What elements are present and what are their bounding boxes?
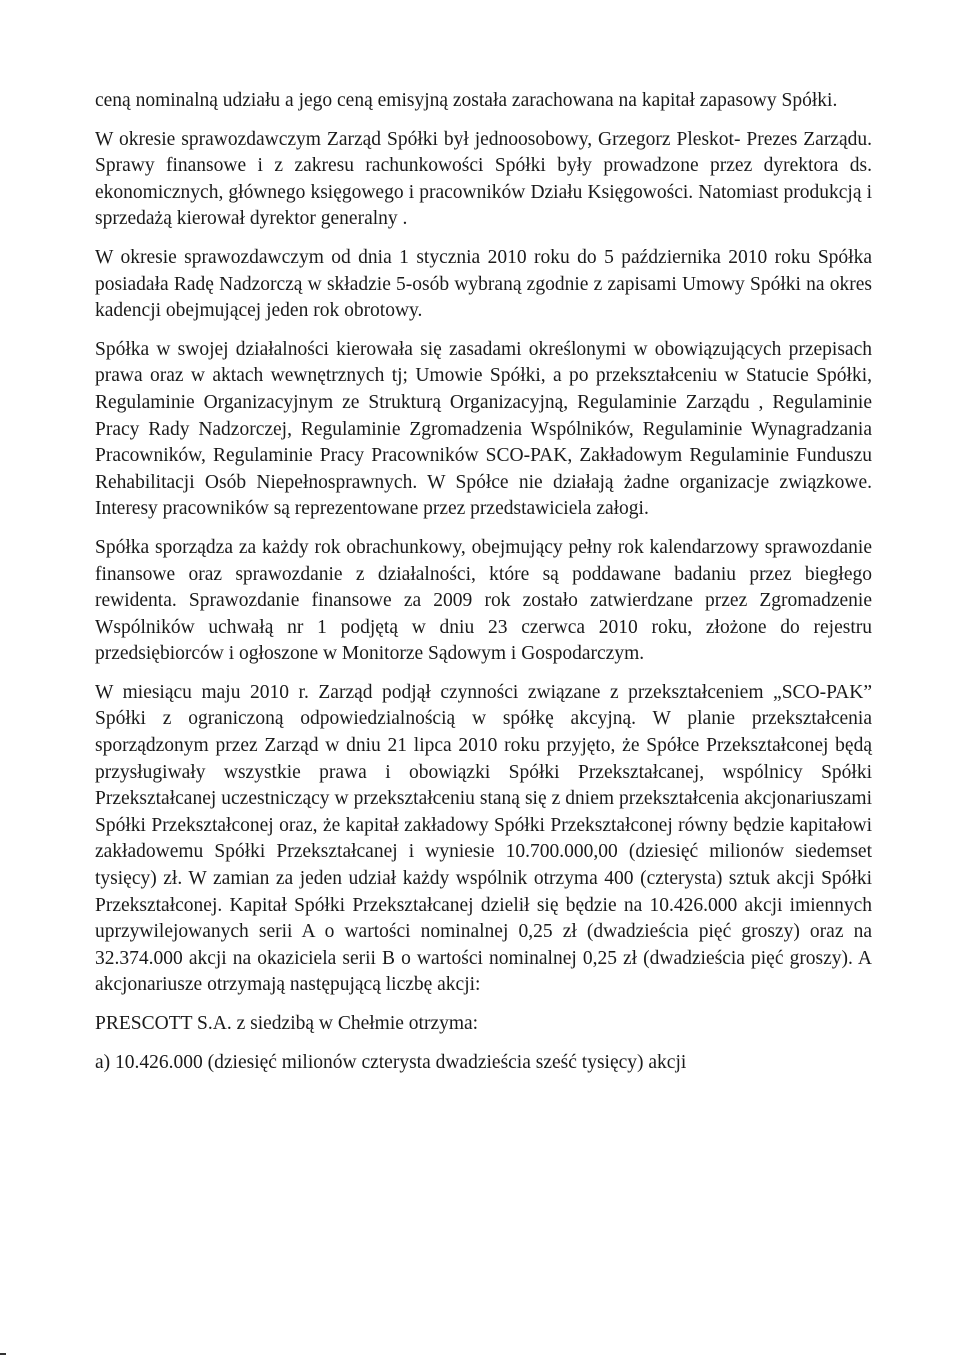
paragraph-supervisory-board: W okresie sprawozdawczym od dnia 1 stycznia 2010 roku do 5 października 2010 roku Spółka posiadała Radę Nadzorczą w składzie 5-osób wybraną zgodnie z zapisami Umowy Spółki na okres kadencji obejmującej jeden rok obrotowy.	[95, 246, 872, 322]
paragraph-capital-note: ceną nominalną udziału a jego ceną emisyjną została zarachowana na kapitał zapasowy Spółki.	[95, 90, 838, 111]
paragraph-management-board: W okresie sprawozdawczym Zarząd Spółki był jednoosobowy, Grzegorz Pleskot- Prezes Zarządu. Sprawy finansowe i z zakresu rachunkowości Spółki były prowadzone przez dyrektora ds. ekonomicznych, głównego księgowego i pracowników Działu Księgowości. Natomiast produkcją i sprzedażą kierował dyrektor generalny .	[95, 128, 872, 230]
paragraph-transformation: W miesiącu maju 2010 r. Zarząd podjął czynności związane z przekształceniem „SCO-PAK” Spółki z ograniczoną odpowiedzialnością w spółkę akcyjną. W planie przekształcenia sporządzonym przez Zarząd w dniu 21 lipca 2010 roku przyjęto, że Spółce Przekształconej będą przysługiwały wszystkie prawa i obowiązki Spółki Przekształcanej, wspólnicy Spółki Przekształcanej uczestniczący w przekształceniu staną się z dniem przekształcenia akcjonariuszami Spółki Przekształconej oraz, że kapitał zakładowy Spółki Przekształconej równy będzie kapitałowi zakładowemu Spółki Przekształcanej i wyniesie 10.700.000,00 (dziesięć milionów siedemset tysięcy) zł. W zamian za jeden udział każdy wspólnik otrzyma 400 (czterysta) sztuk akcji Spółki Przekształconej. Kapitał Spółki Przekształcanej dzielił się będzie na 10.426.000 akcji imiennych uprzywilejowanych serii A o wartości nominalnej 0,25 zł (dwadzieścia pięć groszy) oraz na 32.374.000 akcji na okaziciela serii B o wartości nominalnej 0,25 zł (dwadzieścia pięć groszy). A akcjonariusze otrzymają następującą liczbę akcji:	[95, 681, 872, 996]
paragraph-financial-statements: Spółka sporządza za każdy rok obrachunkowy, obejmujący pełny rok kalendarzowy sprawozdanie finansowe oraz sprawozdanie z działalności, które są poddawane badaniu przez biegłego rewidenta. Sprawozdanie finansowe za 2009 rok zostało zatwierdzane przez Zgromadzenie Wspólników uchwałą nr 1 podjętą w dniu 23 czerwca 2010 roku, złożone do rejestru przedsiębiorców i ogłoszone w Monitorze Sądowym i Gospodarczym.	[95, 536, 872, 665]
paragraph-list-item-a: a) 10.426.000 (dziesięć milionów czterysta dwadzieścia sześć tysięcy) akcji	[95, 1051, 687, 1073]
scan-edge-mark	[0, 1353, 6, 1355]
paragraph-shareholder: PRESCOTT S.A. z siedzibą w Chełmie otrzyma:	[95, 1013, 479, 1034]
paragraph-regulations: Spółka w swojej działalności kierowała się zasadami określonymi w obowiązujących przepisach prawa oraz w aktach wewnętrznych tj; Umowie Spółki, a po przekształceniu w Statucie Spółki, Regulaminie Organizacyjnym ze Strukturą Organizacyjną, Regulaminie Zarządu , Regulaminie Pracy Rady Nadzorczej, Regulaminie Zgromadzenia Wspólników, Regulaminie Wynagradzania Pracowników, Regulaminie Pracy Pracowników SCO-PAK, Zakładowym Regulaminie Funduszu Rehabilitacji Osób Niepełnosprawnych. W Spółce nie działają żadne organizacje związkowe. Interesy pracowników są reprezentowane przez przedstawiciela załogi.	[95, 338, 872, 520]
document-page	[95, 88, 872, 1076]
